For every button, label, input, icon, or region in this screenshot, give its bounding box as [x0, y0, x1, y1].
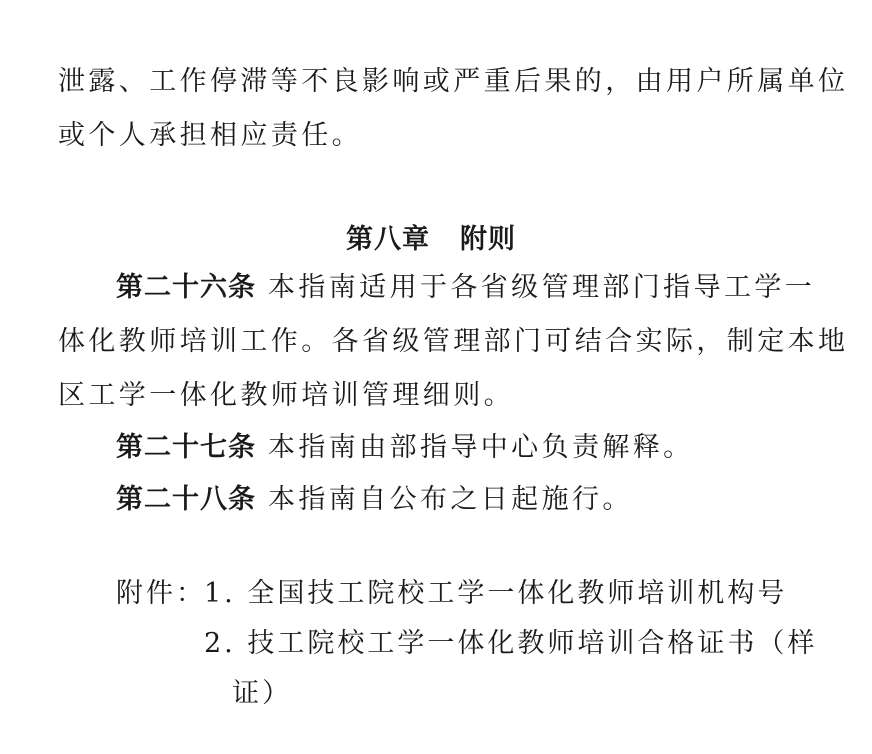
- attachment-item-2-cont: 证）: [232, 678, 292, 709]
- chapter-heading: [346, 222, 516, 258]
- article-27-line-1: 本指南由部指导中心负责解释。: [267, 432, 694, 463]
- article-27: [116, 430, 694, 466]
- intro-line-1: 泄露、工作停滞等不良影响或严重后果的，由用户所属单位: [58, 66, 849, 97]
- attachment-item-1: 1. 全国技工院校工学一体化教师培训机构号: [204, 578, 788, 609]
- intro-line-2: 或个人承担相应责任。: [58, 120, 362, 151]
- attachment-item-2: 2. 技工院校工学一体化教师培训合格证书（样: [204, 628, 818, 659]
- article-27-label: 第二十七条: [116, 432, 256, 463]
- article-26: [116, 270, 815, 306]
- article-26-line-2: 体化教师培训工作。各省级管理部门可结合实际，制定本地: [58, 326, 849, 357]
- article-28: [116, 482, 633, 518]
- article-26-line-1: 本指南适用于各省级管理部门指导工学一: [267, 272, 816, 303]
- article-26-line-3: 区工学一体化教师培训管理细则。: [58, 380, 514, 411]
- chapter-number: 第八章: [346, 224, 430, 255]
- article-26-label: 第二十六条: [116, 272, 256, 303]
- attachments-label: 附件：: [116, 578, 206, 609]
- chapter-title: 附则: [460, 224, 516, 255]
- article-28-line-1: 本指南自公布之日起施行。: [267, 484, 633, 515]
- article-28-label: 第二十八条: [116, 484, 256, 515]
